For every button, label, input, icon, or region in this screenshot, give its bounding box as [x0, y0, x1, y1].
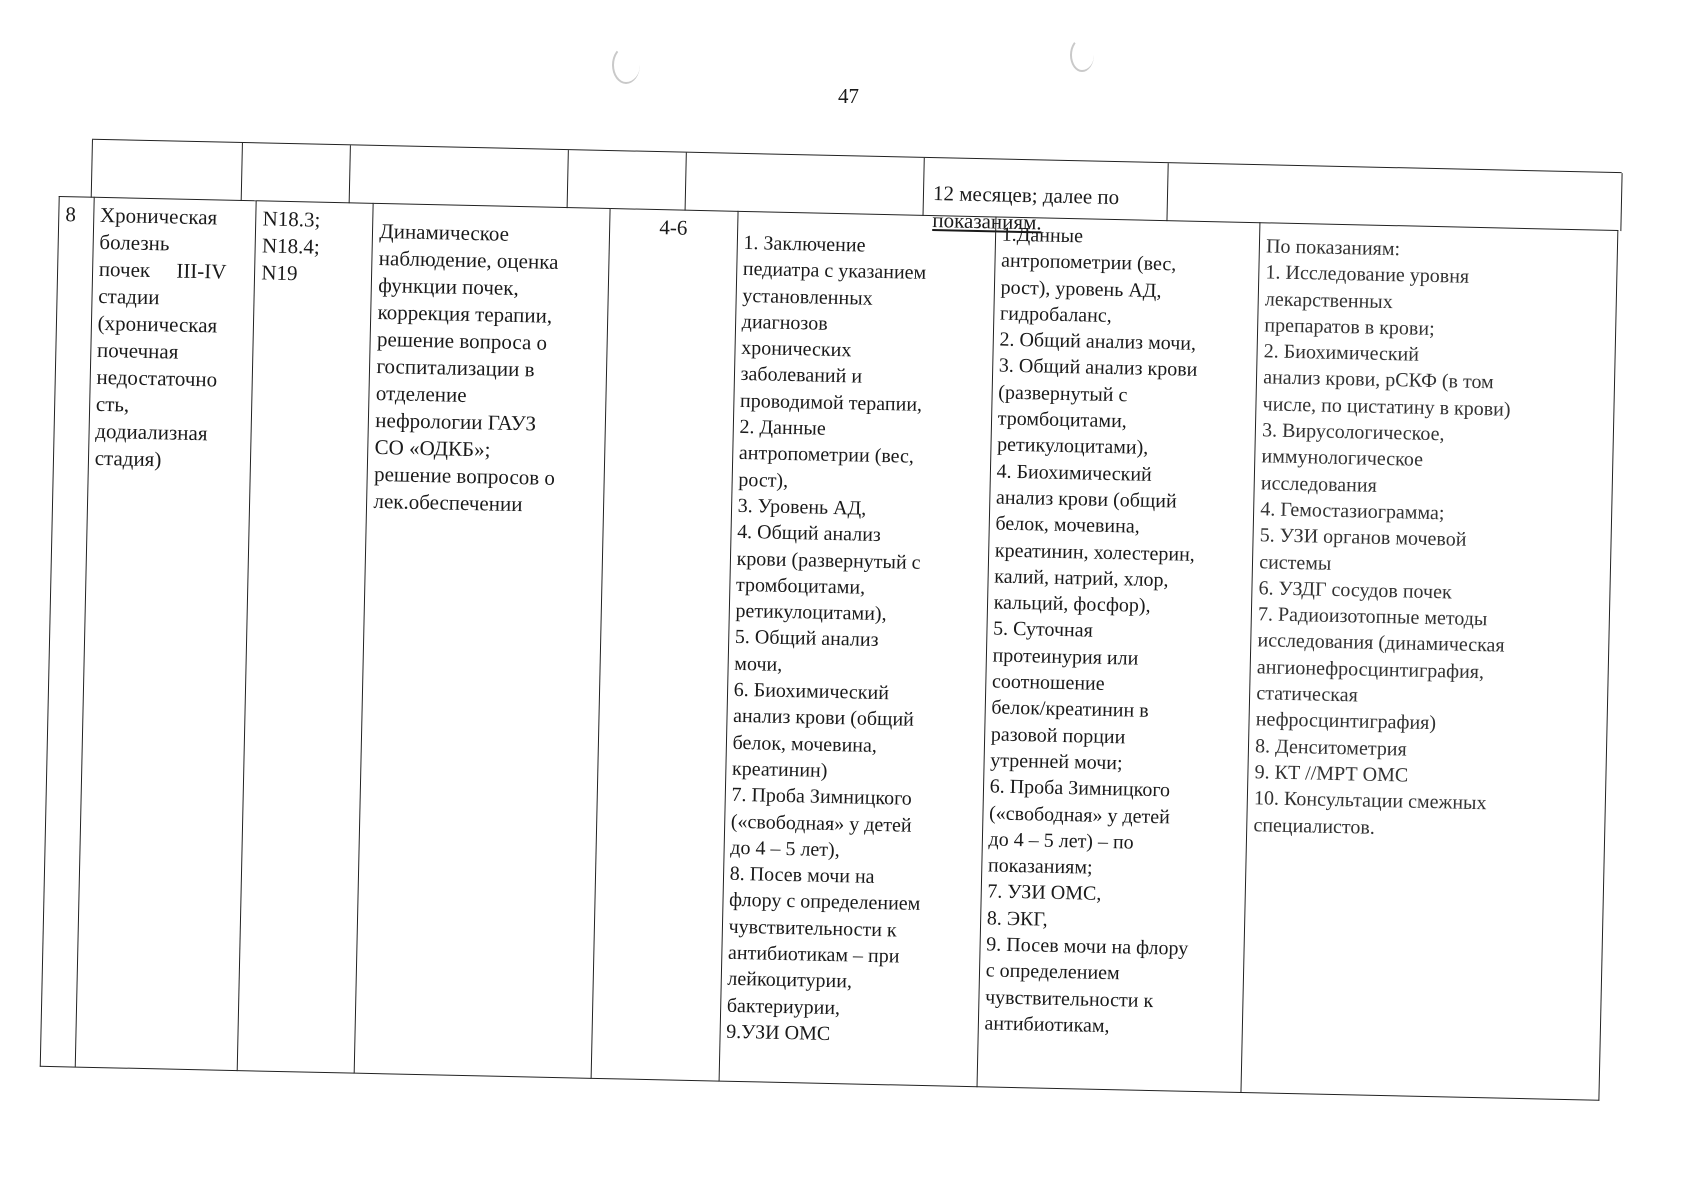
document-table-sheet: [38, 138, 1619, 1162]
scan-artifact-left: [612, 46, 640, 84]
diagnosis-cell: Хроническая болезнь почек III-IV стадии (хроническая почечная недостаточно сть, додиализная стадия): [75, 197, 257, 1070]
goals-cell: Динамическое наблюдение, оценка функции почек, коррекция терапии, решение вопроса о госпитализации в отделение нефрологии ГАУЗ СО «ОДКБ»; решение вопросов о лек.обеспечении: [355, 203, 610, 1078]
observation-table: [40, 196, 1619, 1101]
table-row: [40, 196, 1618, 1100]
row-number: 8: [40, 196, 94, 1067]
exam-list-1-cell: 1. Заключение педиатра с указанием установленных диагнозов хронических заболеваний и проводимой терапии, 2. Данные антропометрии (вес, рост), 3. Уровень АД, 4. Общий анализ крови (развернутый с тромбоцитами, ретикулоцитами), 5. Общий анализ мочи, 6. Биохимический анализ крови (общий белок, мочевина, креатинин) 7. Проба Зимницкого («свободная» у детей до 4 – 5 лет), 8. Посев мочи на флору с определением чувствительности к антибиотикам – при лейкоцитурии, бактериурии, 9.УЗИ ОМС: [719, 211, 996, 1086]
exam-list-3-cell: По показаниям: 1. Исследование уровня лекарственных препаратов в крови; 2. Биохимический анализ крови, рСКФ (в том числе, по цистатину в крови) 3. Вирусологическое, иммунологическое исследования 4. Гемостазиограмма; 5. УЗИ органов мочевой системы 6. УЗДГ сосудов почек 7. Радиоизотопные методы исследования (динамическая ангионефросцинтиграфия, статическая нефросцинтиграфия) 8. Денситометрия 9. КТ //МРТ ОМС 10. Консультации смежных специалистов.: [1241, 223, 1618, 1101]
icd-codes-cell: N18.3; N18.4; N19: [237, 201, 373, 1073]
page-number: 47: [838, 84, 859, 108]
carryover-text: 12 месяцев; далее по показаниям.: [932, 181, 1120, 235]
scan-artifact-right: [1070, 38, 1094, 72]
frequency-cell: 4-6: [591, 209, 738, 1082]
exam-list-2-cell: 1.Данные антропометрии (вес, рост), уровень АД, гидробаланс, 2. Общий анализ мочи, 3. Общий анализ крови (развернутый с тромбоцитами, ретикулоцитами), 4. Биохимический анализ крови (общий белок, мочевина, креатинин, холестерин, калий, натрий, хлор, кальций, фосфор), 5. Суточная протеинурия или соотношение белок/креатинин в разовой порции утренней мочи; 6. Проба Зимницкого («свободная» у детей до 4 – 5 лет) – по показаниям; 7. УЗИ ОМС, 8. ЭКГ, 9. Посев мочи на флору с определением чувствительности к антибиотикам,: [977, 217, 1260, 1093]
